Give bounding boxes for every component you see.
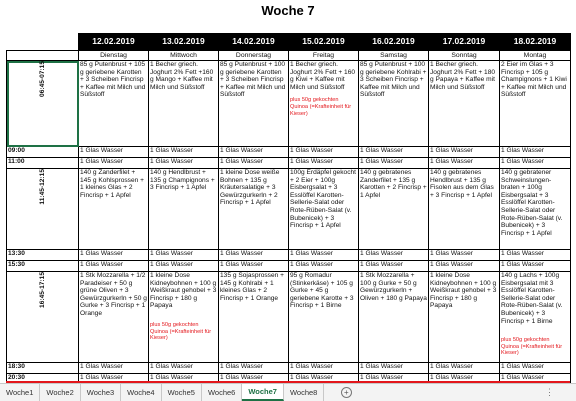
time-row <box>7 250 571 261</box>
corner-cell[interactable] <box>7 34 79 51</box>
meal-cell[interactable] <box>429 261 500 272</box>
weekday-cell[interactable]: Freitag <box>289 51 359 61</box>
meal-note: plus 50g gekochten Quinoa (=Krafteinheit für Kieser) <box>290 97 352 117</box>
meal-cell[interactable] <box>359 250 429 261</box>
sheet-tab[interactable]: Woche1 <box>0 384 40 401</box>
meal-cell[interactable] <box>149 61 219 147</box>
meal-text: 1 Glas Wasser <box>220 147 263 154</box>
meal-text: 135 g Sojasprossen + 145 g Kohlrabi + 1 kleines Glas + 2 Fincrisp + 1 Orange <box>220 272 284 302</box>
meal-text: 1 Glas Wasser <box>150 147 193 154</box>
date-header-cell[interactable]: 14.02.2019 <box>219 34 289 51</box>
sheet-tab[interactable]: Woche4 <box>121 384 161 401</box>
meal-cell[interactable] <box>219 61 289 147</box>
sheet-tab[interactable]: Woche2 <box>40 384 80 401</box>
meal-text: 1 Glas Wasser <box>80 158 123 165</box>
meal-text: 1 Stk Mozzarella + 1/2 Paradeiser + 50 g grüne Oliven + 3 Gewürzgurkerln + 50 g Gurke + 3 Fincrisp + 1 Orange <box>80 272 147 317</box>
meal-text: 1 Becher griech. Joghurt 2% Fett +160 g Mango + Kaffee mit Milch und Süßstoff <box>150 61 214 91</box>
meal-cell[interactable] <box>79 261 149 272</box>
meal-plan-table <box>6 33 571 383</box>
meal-cell[interactable] <box>289 147 359 158</box>
meal-cell[interactable] <box>289 363 359 374</box>
sheet-tab[interactable]: Woche7 <box>242 384 284 401</box>
meal-cell[interactable] <box>79 147 149 158</box>
meal-cell[interactable] <box>219 158 289 169</box>
meal-text: 1 Glas Wasser <box>430 250 473 257</box>
weekday-corner-cell[interactable] <box>7 51 79 61</box>
time-cell[interactable]: 09:00 <box>7 147 79 158</box>
sheet-tab[interactable]: Woche3 <box>81 384 121 401</box>
meal-text: 1 Glas Wasser <box>430 363 473 370</box>
meal-cell[interactable] <box>500 147 571 158</box>
meal-cell[interactable] <box>149 363 219 374</box>
meal-text: 1 Glas Wasser <box>80 374 123 381</box>
meal-text: 1 Glas Wasser <box>290 158 333 165</box>
meal-cell[interactable] <box>429 272 500 363</box>
meal-text: 1 Glas Wasser <box>290 147 333 154</box>
meal-text: 1 Becher griech. Joghurt 2% Fett + 160 g Kiwi + Kaffee mit Milch und Süßstoff <box>290 61 356 91</box>
meal-cell[interactable] <box>500 169 571 250</box>
date-header-cell[interactable]: 18.02.2019 <box>500 34 571 51</box>
meal-text: 1 Glas Wasser <box>290 261 333 268</box>
meal-text: 1 Glas Wasser <box>430 261 473 268</box>
meal-text: 1 Glas Wasser <box>360 374 403 381</box>
time-cell[interactable]: 13:30 <box>7 250 79 261</box>
weekday-cell[interactable]: Samstag <box>359 51 429 61</box>
meal-cell[interactable] <box>500 61 571 147</box>
time-cell[interactable]: 15:30 <box>7 261 79 272</box>
meal-text: 1 Glas Wasser <box>430 374 473 381</box>
meal-note: plus 50g gekochten Quinoa (=Krafteinheit für Kieser) <box>150 321 212 342</box>
meal-cell[interactable] <box>219 250 289 261</box>
meal-text: 1 Glas Wasser <box>501 158 544 165</box>
meal-text: 1 Glas Wasser <box>80 250 123 257</box>
meal-text: 1 kleine Dose Kidneybohnen + 100 g Weißkraut gehobel + 3 Fincrisp + 180 g Papaya <box>150 272 217 310</box>
meal-text: 1 Glas Wasser <box>430 158 473 165</box>
meal-cell[interactable] <box>149 272 219 363</box>
date-header-row <box>7 34 571 51</box>
meal-cell[interactable] <box>289 261 359 272</box>
meal-text: 1 Glas Wasser <box>501 147 544 154</box>
weekday-cell[interactable]: Mittwoch <box>149 51 219 61</box>
vertical-ellipsis-icon[interactable]: ⋮ <box>545 387 554 397</box>
meal-cell[interactable] <box>79 169 149 250</box>
sheet-tab-bar <box>0 383 576 401</box>
meal-text: 1 Glas Wasser <box>360 147 403 154</box>
meal-text: 1 Glas Wasser <box>501 250 544 257</box>
meal-text: 1 Glas Wasser <box>150 374 193 381</box>
meal-cell[interactable] <box>359 272 429 363</box>
meal-cell[interactable] <box>359 169 429 250</box>
meal-text: 2 Eier im Glas + 3 Fincrisp + 105 g Champignons + 1 Kiwi + Kaffee mit Milch und Süßstoff <box>501 61 567 99</box>
time-row <box>7 147 571 158</box>
meal-text: 85 g Putenbrust + 100 g geriebene Kohlrabi + 3 Scheiben Fincrisp + Kaffee mit Milch und Süßstoff <box>360 61 427 99</box>
meal-cell[interactable] <box>149 169 219 250</box>
meal-cell[interactable] <box>289 158 359 169</box>
meal-cell[interactable] <box>359 158 429 169</box>
meal-text: 140 g Zanderfilet + 145 g Kohlsprossen + 1 kleines Glas + 2 Fincrisp + 1 Apfel <box>80 169 144 199</box>
meal-text: 140 g Hendlbrust + 135 g Champignons + 3 Fincrisp + 1 Apfel <box>150 169 215 192</box>
time-cell[interactable]: 18:30 <box>7 363 79 374</box>
meal-text: 1 Glas Wasser <box>220 374 263 381</box>
time-cell[interactable] <box>7 169 79 250</box>
time-cell[interactable]: 20:30 <box>7 374 79 384</box>
time-cell[interactable]: 11:00 <box>7 158 79 169</box>
meal-cell[interactable] <box>289 250 359 261</box>
time-row <box>7 158 571 169</box>
meal-cell[interactable] <box>149 261 219 272</box>
meal-text: 95 g Romadur (Stinkerkäse) + 105 g Gurke + 45 g geriebene Karotte + 3 Fincrisp + 1 Birne <box>290 272 354 310</box>
meal-cell[interactable] <box>359 261 429 272</box>
meal-cell[interactable] <box>429 158 500 169</box>
meal-cell[interactable] <box>79 250 149 261</box>
meal-text: 140 g gebratenes Hendlbrust + 135 g Fisolen aus dem Glas + 3 Fincrisp + 1 Apfel <box>430 169 494 199</box>
meal-text: 85 g Putenbrust + 105 g geriebene Karotten + 3 Scheiben Fincrisp + Kaffee mit Milch und Süßstoff <box>80 61 146 99</box>
meal-cell[interactable] <box>219 363 289 374</box>
time-row <box>7 272 571 363</box>
meal-text: 1 Glas Wasser <box>150 363 193 370</box>
meal-cell[interactable] <box>429 363 500 374</box>
weekday-cell[interactable]: Sonntag <box>429 51 500 61</box>
time-cell[interactable] <box>7 272 79 363</box>
meal-cell[interactable] <box>359 363 429 374</box>
date-header-cell[interactable]: 17.02.2019 <box>429 34 500 51</box>
meal-text: 1 Glas Wasser <box>501 374 544 381</box>
meal-cell[interactable] <box>500 261 571 272</box>
time-row <box>7 61 571 147</box>
meal-text: 140 g gebratener Schweinslungen-braten + 100g Eisbergsalat + 3 Esslöffel Karotten-Sellerie-Salat oder Rote-Rüben-Salat (v. Bubenicek) + 3 Fincrisp + 1 Apfel <box>501 169 563 237</box>
meal-cell[interactable] <box>289 169 359 250</box>
meal-text: 1 Glas Wasser <box>220 250 263 257</box>
meal-text: 1 Glas Wasser <box>150 250 193 257</box>
meal-cell[interactable] <box>289 61 359 147</box>
meal-text: 1 Glas Wasser <box>290 363 333 370</box>
meal-text: 100g Erdäpfel gekocht + 2 Eier + 100g Eisbergsalat + 3 Esslöffel Karotten-Sellerie-Salat oder Rote-Rüben-Salat (v. Bubenicek) + 3 Fincrisp + 1 Apfel <box>290 169 356 230</box>
meal-text: 1 Stk Mozzarella + 100 g Gurke + 50 g Gewürzgurkerln + Oliven + 180 g Papaya <box>360 272 427 302</box>
meal-text: 85 g Putenbrust + 100 g geriebene Karotten + 3 Scheiben Fincrisp + Kaffee mit Milch und Süßstoff <box>220 61 286 99</box>
meal-cell[interactable] <box>79 61 149 147</box>
sheet-tab[interactable]: Woche6 <box>202 384 242 401</box>
meal-text: 1 Glas Wasser <box>360 363 403 370</box>
date-header-cell[interactable]: 15.02.2019 <box>289 34 359 51</box>
meal-text: 1 Glas Wasser <box>220 158 263 165</box>
date-header-cell[interactable]: 13.02.2019 <box>149 34 219 51</box>
meal-text: 1 Glas Wasser <box>220 363 263 370</box>
meal-cell[interactable] <box>219 261 289 272</box>
meal-text: 1 Glas Wasser <box>290 250 333 257</box>
meal-text: 1 Glas Wasser <box>360 261 403 268</box>
meal-note: plus 50g gekochten Quinoa (=Krafteinheit für Kieser) <box>501 337 563 357</box>
time-row <box>7 261 571 272</box>
meal-cell[interactable] <box>359 61 429 147</box>
meal-cell[interactable] <box>500 158 571 169</box>
time-cell[interactable] <box>7 61 79 147</box>
meal-text: 140 g gebratenes Zanderfilet + 135 g Karotten + 2 Fincrisp + 1 Apfel <box>360 169 427 199</box>
meal-cell[interactable] <box>219 272 289 363</box>
date-header-cell[interactable]: 12.02.2019 <box>79 34 149 51</box>
meal-text: 1 Glas Wasser <box>360 250 403 257</box>
meal-cell[interactable] <box>149 158 219 169</box>
meal-text: 1 Becher griech. Joghurt 2% Fett + 180 g Papaya + Kaffee mit Milch und Süßstoff <box>430 61 496 91</box>
meal-cell[interactable] <box>79 158 149 169</box>
time-row <box>7 363 571 374</box>
weekday-cell[interactable]: Montag <box>500 51 571 61</box>
meal-cell[interactable] <box>429 169 500 250</box>
meal-cell[interactable] <box>79 363 149 374</box>
time-label: 06:45-07:15 <box>38 61 46 97</box>
meal-cell[interactable] <box>429 147 500 158</box>
meal-text: 1 kleine Dose weiße Bohnen + 135 g Kräutersalatige + 3 Gewürzgurkerln + 2 Fincrisp + 1 Apfel <box>220 169 280 207</box>
meal-text: 1 Glas Wasser <box>80 363 123 370</box>
meal-cell[interactable] <box>219 169 289 250</box>
meal-cell[interactable] <box>289 272 359 363</box>
time-label: 11:45-12:15 <box>38 169 46 205</box>
weekday-cell[interactable]: Donnerstag <box>219 51 289 61</box>
meal-text: 1 Glas Wasser <box>80 147 123 154</box>
meal-text: 140 g Lachs + 100g Eisbergsalat mit 3 Esslöffel Karotten-Sellerie-Salat oder Rote-Rüben-Salat (v. Bubenicek) + 3 Fincrisp + 1 Birne <box>501 272 563 325</box>
meal-cell[interactable] <box>149 147 219 158</box>
plus-circle-icon: + <box>341 387 352 398</box>
meal-cell[interactable] <box>79 272 149 363</box>
meal-text: 1 Glas Wasser <box>501 363 544 370</box>
meal-text: 1 Glas Wasser <box>220 261 263 268</box>
meal-cell[interactable] <box>500 363 571 374</box>
page-title: Woche 7 <box>261 3 315 18</box>
meal-text: 1 Glas Wasser <box>150 261 193 268</box>
weekday-cell[interactable]: Dienstag <box>79 51 149 61</box>
weekday-row <box>7 51 571 61</box>
time-label: 16:45-17:15 <box>38 272 46 308</box>
meal-cell[interactable] <box>149 250 219 261</box>
date-header-cell[interactable]: 16.02.2019 <box>359 34 429 51</box>
sheet-tab[interactable]: Woche8 <box>284 384 324 401</box>
sheet-tab[interactable]: Woche5 <box>162 384 202 401</box>
meal-cell[interactable] <box>219 147 289 158</box>
meal-text: 1 Glas Wasser <box>290 374 333 381</box>
meal-cell[interactable] <box>500 250 571 261</box>
meal-text: 1 Glas Wasser <box>430 147 473 154</box>
meal-text: 1 Glas Wasser <box>80 261 123 268</box>
meal-text: 1 Glas Wasser <box>501 261 544 268</box>
meal-text: 1 Glas Wasser <box>360 158 403 165</box>
add-sheet-button[interactable] <box>338 384 354 401</box>
meal-cell[interactable] <box>429 250 500 261</box>
meal-text: 1 kleine Dose Kidneybohnen + 100 g Weißkraut gehobel + 3 Fincrisp + 180 g Papaya <box>430 272 497 310</box>
time-row <box>7 169 571 250</box>
meal-cell[interactable] <box>359 147 429 158</box>
meal-cell[interactable] <box>429 61 500 147</box>
meal-text: 1 Glas Wasser <box>150 158 193 165</box>
meal-cell[interactable] <box>500 272 571 363</box>
